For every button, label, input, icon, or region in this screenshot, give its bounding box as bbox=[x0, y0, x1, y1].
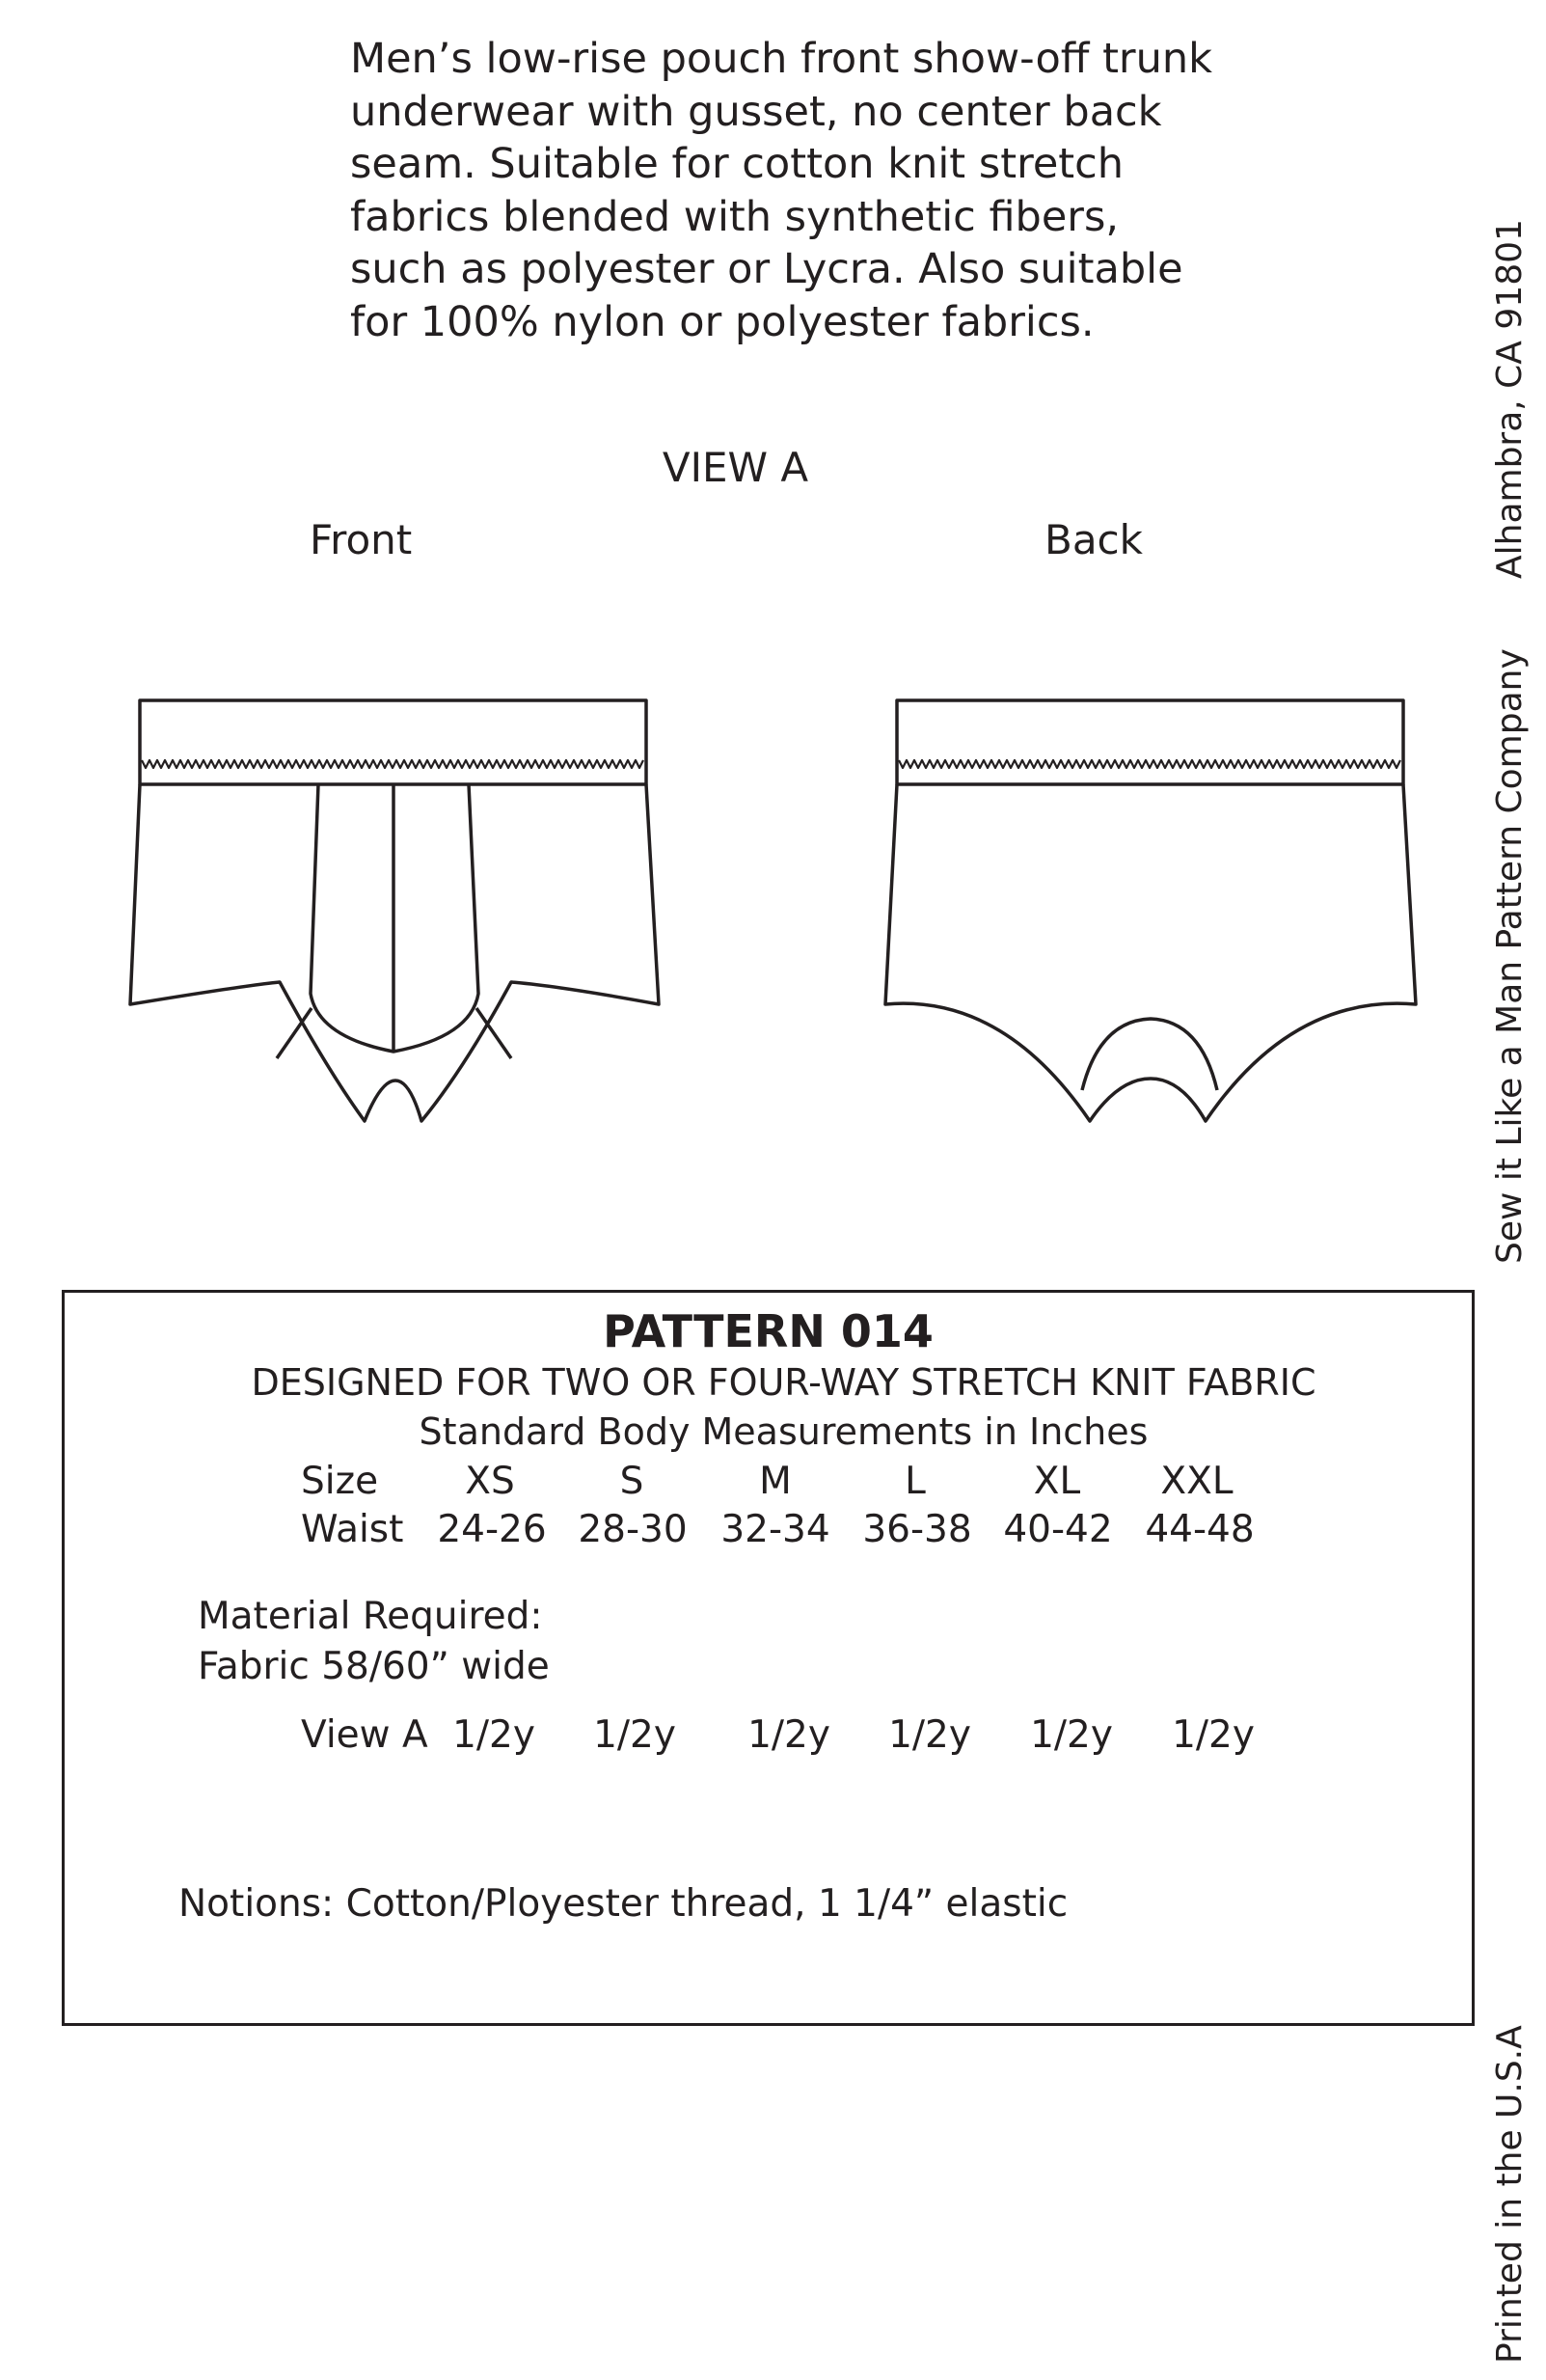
description-line: fabrics blended with synthetic fibers, bbox=[350, 192, 1120, 241]
waist-cell: 40-42 bbox=[1003, 1508, 1113, 1551]
description-line: such as polyester or Lycra. Also suitable bbox=[350, 245, 1183, 293]
back-view-drawing bbox=[885, 700, 1416, 1121]
yardage-cell: 1/2y bbox=[747, 1713, 830, 1757]
waist-cell: 36-38 bbox=[862, 1508, 972, 1551]
front-body-outline bbox=[130, 784, 366, 1126]
size-cell: XS bbox=[465, 1460, 515, 1503]
front-gusset-seam-left bbox=[277, 1008, 312, 1058]
front-waistband bbox=[140, 700, 646, 784]
front-zigzag-stitch bbox=[142, 760, 643, 768]
pattern-subtitle: DESIGNED FOR TWO OR FOUR-WAY STRETCH KNIT FABRIC bbox=[251, 1361, 1316, 1404]
front-view-drawing bbox=[130, 700, 659, 1126]
description-line: seam. Suitable for cotton knit stretch bbox=[350, 140, 1125, 188]
yardage-cell: 1/2y bbox=[1172, 1713, 1255, 1757]
description-line: for 100% nylon or polyester fabrics. bbox=[350, 297, 1095, 346]
size-cell: M bbox=[759, 1460, 792, 1503]
notions-text: Notions: Cotton/Ployester thread, 1 1/4” elastic bbox=[178, 1882, 1069, 1926]
sidebar-printed: Printed in the U.S.A bbox=[1490, 2025, 1530, 2364]
back-label: Back bbox=[1044, 516, 1143, 563]
front-gusset-curve bbox=[339, 1074, 448, 1106]
measurements-heading: Standard Body Measurements in Inches bbox=[419, 1410, 1149, 1453]
back-zigzag-stitch bbox=[899, 760, 1400, 768]
size-label: Size bbox=[301, 1460, 379, 1503]
back-body-outline bbox=[885, 784, 1416, 1121]
size-cell: XL bbox=[1033, 1460, 1081, 1503]
waist-cell: 32-34 bbox=[720, 1508, 830, 1551]
yardage-cell: 1/2y bbox=[593, 1713, 676, 1757]
sidebar-address: Alhambra, CA 91801 bbox=[1490, 219, 1530, 579]
description-line: underwear with gusset, no center back bbox=[350, 87, 1162, 136]
size-cell: L bbox=[905, 1460, 926, 1503]
yardage-cell: 1/2y bbox=[1030, 1713, 1113, 1757]
waist-label: Waist bbox=[301, 1508, 404, 1551]
size-cell: XXL bbox=[1160, 1460, 1234, 1503]
waist-cell: 24-26 bbox=[437, 1508, 547, 1551]
yardage-cell: 1/2y bbox=[452, 1713, 535, 1757]
view-title: VIEW A bbox=[662, 444, 809, 491]
size-cell: S bbox=[619, 1460, 644, 1503]
description-line: Men’s low-rise pouch front show-off trunk bbox=[350, 35, 1213, 83]
size-row bbox=[0, 1459, 1546, 1505]
yardage-cell: 1/2y bbox=[888, 1713, 971, 1757]
waist-row bbox=[0, 1507, 1546, 1553]
fabric-width: Fabric 58/60” wide bbox=[198, 1645, 550, 1688]
front-gusset-edge-left bbox=[277, 1058, 339, 1102]
view-a-label: View A bbox=[301, 1713, 428, 1757]
sidebar-company: Sew it Like a Man Pattern Company bbox=[1490, 648, 1530, 1264]
back-waistband bbox=[897, 700, 1403, 784]
waist-cell: 28-30 bbox=[578, 1508, 688, 1551]
material-heading: Material Required: bbox=[198, 1595, 543, 1638]
front-label: Front bbox=[310, 516, 413, 563]
waist-cell: 44-48 bbox=[1145, 1508, 1255, 1551]
pattern-title: PATTERN 014 bbox=[603, 1305, 934, 1357]
view-a-row bbox=[0, 1712, 1546, 1759]
